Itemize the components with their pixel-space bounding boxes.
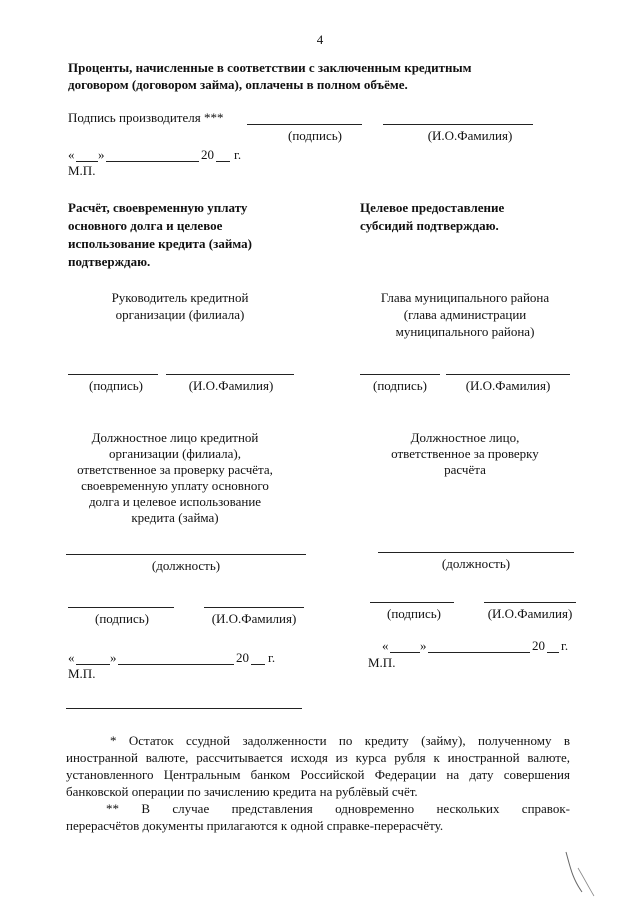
right-official-line3: расчёта [444,462,486,477]
right-date-day-line [390,652,420,653]
left-date-month-line [118,664,234,665]
right-official-signature-caption: (подпись) [387,606,441,621]
pen-mark-graphic [560,848,600,900]
left-official-name-caption: (И.О.Фамилия) [211,611,297,626]
right-head-name-caption: (И.О.Фамилия) [465,378,551,393]
left-date-year-line [251,664,265,665]
left-official-signature-caption: (подпись) [95,611,149,626]
right-date-month-line [428,652,530,653]
left-official-name-line [204,607,304,608]
right-head-signature-caption: (подпись) [373,378,427,393]
right-date-close: » [420,638,427,653]
right-date-year: 20 [532,638,545,653]
left-official-line4: своевременную уплату основного [81,478,269,493]
footnote-triple-star-first-line: ** В случае представления одновременно нескольких справок- [106,801,570,816]
right-head-line3: муниципального района) [395,324,535,339]
right-official-line1: Должностное лицо, [410,430,520,445]
interest-statement-line1: Проценты, начисленные в соответствии с заключенным кредитным [68,60,472,75]
producer-date-month-line [106,161,199,162]
left-head-line1: Руководитель кредитной [111,290,249,305]
left-confirm-line1: Расчёт, своевременную уплату [68,200,248,215]
left-date-year: 20 [236,650,249,665]
footnote-triple-star-rest: перерасчётов документы прилагаются к одной справке-перерасчёту. [66,818,444,833]
left-official-line2: организации (филиала), [109,446,241,461]
producer-stamp: М.П. [68,163,96,178]
left-head-line2: организации (филиала) [115,307,245,322]
producer-date-open: « [68,147,75,162]
producer-date-year-line [216,161,230,162]
left-head-signature-line [68,374,158,375]
left-date-year-suffix: г. [268,650,276,665]
left-head-name-caption: (И.О.Фамилия) [188,378,274,393]
left-stamp: М.П. [68,666,96,681]
footnote-single-star [66,732,570,800]
producer-name-caption: (И.О.Фамилия) [427,128,513,143]
footnote-separator [66,708,302,709]
right-confirm-line2: субсидий подтверждаю. [360,218,499,233]
left-confirm-line4: подтверждаю. [68,254,151,269]
page-number: 4 [316,32,324,47]
right-official-name-caption: (И.О.Фамилия) [487,606,573,621]
right-official-line2: ответственное за проверку [391,446,539,461]
left-confirm-line2: основного долга и целевое [68,218,223,233]
left-head-signature-caption: (подпись) [89,378,143,393]
left-date-day-line [76,664,110,665]
right-confirm-line1: Целевое предоставление [360,200,505,215]
left-head-name-line [166,374,294,375]
left-official-line3: ответственное за проверку расчёта, [77,462,273,477]
producer-signature-label: Подпись производителя *** [68,110,224,125]
left-official-line1: Должностное лицо кредитной [91,430,259,445]
left-position-caption: (должность) [151,558,221,573]
right-position-line [378,552,574,553]
producer-name-line [383,124,533,125]
footnote-single-star-first-line: * Остаток ссудной задолженности по кредиту (займу), полученному в [110,733,570,748]
producer-date-year: 20 [201,147,214,162]
right-date-year-line [547,652,559,653]
left-official-line5: долга и целевое использование [88,494,262,509]
left-confirm-line3: использование кредита (займа) [68,236,252,251]
left-official-signature-line [68,607,174,608]
producer-date-close: » [98,147,105,162]
left-date-close: » [110,650,117,665]
right-stamp: М.П. [368,655,396,670]
right-date-year-suffix: г. [561,638,569,653]
right-head-name-line [446,374,570,375]
interest-statement-line2: договором (договором займа), оплачены в полном объёме. [68,77,408,92]
right-official-signature-line [370,602,454,603]
left-official-line6: кредита (займа) [131,510,219,525]
right-head-line2: (глава администрации [403,307,527,322]
producer-date-day-line [76,161,98,162]
producer-signature-line [247,124,362,125]
producer-date-year-suffix: г. [234,147,242,162]
left-position-line [66,554,306,555]
right-date-open: « [382,638,389,653]
right-position-caption: (должность) [441,556,511,571]
right-head-signature-line [360,374,440,375]
footnote-single-star-rest: иностранной валюте, рассчитывается исходя из курса рубля к иностранной валюте, установленного Центральным банком Российской Федерации на дату совершения банковской операции по зачислению кредита на рублёвый счёт. [66,750,570,799]
left-date-open: « [68,650,75,665]
right-official-name-line [484,602,576,603]
right-head-line1: Глава муниципального района [380,290,550,305]
footnote-triple-star [66,800,570,834]
producer-signature-caption: (подпись) [288,128,342,143]
